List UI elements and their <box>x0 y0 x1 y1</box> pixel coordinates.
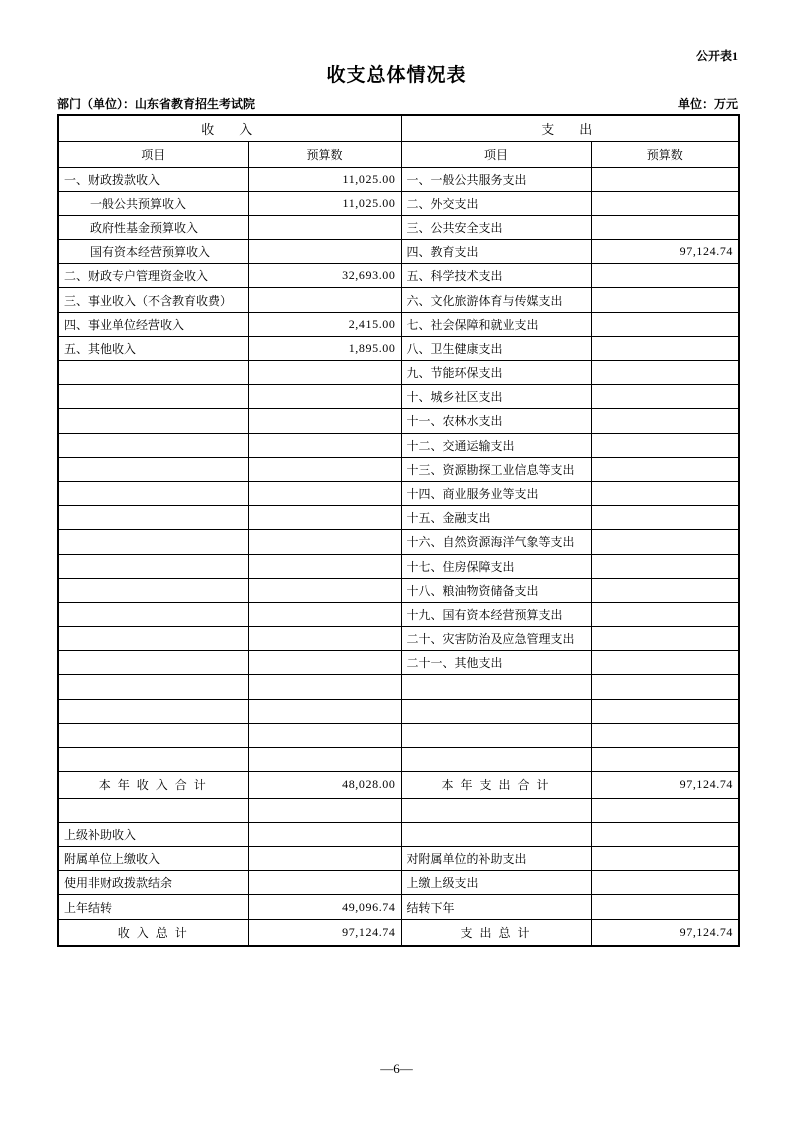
expense-budget-cell <box>591 675 739 699</box>
income-budget-cell <box>248 457 401 481</box>
income-item-cell <box>58 385 248 409</box>
table-row <box>58 530 739 554</box>
income-item-cell <box>58 457 248 481</box>
income-budget-cell: 11,025.00 <box>248 167 401 191</box>
expense-item-cell: 上缴上级支出 <box>401 871 591 895</box>
expense-budget-cell <box>591 312 739 336</box>
expense-budget-cell <box>591 871 739 895</box>
table-row <box>58 772 739 799</box>
expense-budget-cell <box>591 409 739 433</box>
income-budget-cell <box>248 602 401 626</box>
table-row <box>58 723 739 747</box>
expense-item-cell: 十七、住房保障支出 <box>401 554 591 578</box>
expense-budget-cell <box>591 578 739 602</box>
table-row <box>58 312 739 336</box>
table-row <box>58 215 739 239</box>
expense-budget-cell <box>591 651 739 675</box>
table-row <box>58 191 739 215</box>
table-row <box>58 457 739 481</box>
table-row <box>58 895 739 919</box>
table-row <box>58 336 739 360</box>
table-row <box>58 240 739 264</box>
expense-budget-column-header: 预算数 <box>591 141 739 167</box>
expense-item-cell <box>401 699 591 723</box>
expense-item-cell: 二十一、其他支出 <box>401 651 591 675</box>
expense-budget-cell <box>591 191 739 215</box>
income-item-cell <box>58 530 248 554</box>
page-title: 收支总体情况表 <box>326 65 467 86</box>
expense-budget-cell <box>591 602 739 626</box>
expense-budget-cell <box>591 554 739 578</box>
expense-item-cell: 六、文化旅游体育与传媒支出 <box>401 288 591 312</box>
table-row <box>58 433 739 457</box>
expense-item-cell: 十六、自然资源海洋气象等支出 <box>401 530 591 554</box>
income-budget-cell <box>248 554 401 578</box>
expense-budget-cell <box>591 895 739 919</box>
income-item-cell <box>58 578 248 602</box>
expense-item-cell: 十八、粮油物资储备支出 <box>401 578 591 602</box>
expense-budget-cell: 97,124.74 <box>591 919 739 946</box>
income-budget-cell <box>248 433 401 457</box>
table-row <box>58 481 739 505</box>
income-budget-cell <box>248 385 401 409</box>
expense-budget-cell <box>591 433 739 457</box>
expense-budget-cell <box>591 627 739 651</box>
expense-section-header: 支 出 <box>401 115 739 141</box>
expense-item-cell: 支 出 总 计 <box>401 919 591 946</box>
income-budget-cell <box>248 798 401 822</box>
income-item-cell <box>58 361 248 385</box>
income-item-cell <box>58 506 248 530</box>
expense-budget-cell <box>591 847 739 871</box>
income-item-cell: 国有资本经营预算收入 <box>58 240 248 264</box>
table-row <box>58 919 739 946</box>
income-budget-cell <box>248 723 401 747</box>
expense-item-cell: 十三、资源勘探工业信息等支出 <box>401 457 591 481</box>
income-item-cell: 上年结转 <box>58 895 248 919</box>
expense-item-cell <box>401 675 591 699</box>
expense-item-cell <box>401 822 591 846</box>
expense-budget-cell <box>591 481 739 505</box>
income-budget-column-header: 预算数 <box>248 141 401 167</box>
income-budget-cell <box>248 215 401 239</box>
income-item-cell: 四、事业单位经营收入 <box>58 312 248 336</box>
expense-item-cell: 二十、灾害防治及应急管理支出 <box>401 627 591 651</box>
expense-budget-cell <box>591 748 739 772</box>
table-row <box>58 822 739 846</box>
income-budget-cell: 1,895.00 <box>248 336 401 360</box>
table-row <box>58 798 739 822</box>
table-row <box>58 167 739 191</box>
income-budget-cell <box>248 530 401 554</box>
income-budget-cell: 48,028.00 <box>248 772 401 799</box>
expense-item-cell: 九、节能环保支出 <box>401 361 591 385</box>
income-budget-cell <box>248 822 401 846</box>
table-row <box>58 554 739 578</box>
expense-budget-cell <box>591 264 739 288</box>
expense-budget-cell <box>591 822 739 846</box>
expense-item-cell: 十五、金融支出 <box>401 506 591 530</box>
expense-item-cell: 本 年 支 出 合 计 <box>401 772 591 799</box>
income-budget-cell <box>248 506 401 530</box>
expense-budget-cell: 97,124.74 <box>591 772 739 799</box>
income-item-cell: 三、事业收入（不含教育收费） <box>58 288 248 312</box>
income-section-header: 收 入 <box>58 115 401 141</box>
expense-budget-cell <box>591 215 739 239</box>
table-row <box>58 699 739 723</box>
expense-item-cell: 十九、国有资本经营预算支出 <box>401 602 591 626</box>
meta-row <box>57 95 738 112</box>
expense-item-column-header: 项目 <box>401 141 591 167</box>
income-budget-cell <box>248 651 401 675</box>
income-budget-cell <box>248 240 401 264</box>
table-row <box>58 627 739 651</box>
table-row <box>58 578 739 602</box>
income-item-cell <box>58 748 248 772</box>
expense-budget-cell <box>591 530 739 554</box>
table-row <box>58 675 739 699</box>
expense-item-cell: 三、公共安全支出 <box>401 215 591 239</box>
expense-budget-cell <box>591 288 739 312</box>
income-item-cell <box>58 699 248 723</box>
expense-budget-cell <box>591 457 739 481</box>
expense-item-cell <box>401 798 591 822</box>
expense-item-cell: 结转下年 <box>401 895 591 919</box>
column-header-row <box>58 141 739 167</box>
budget-table <box>57 114 740 947</box>
income-item-column-header: 项目 <box>58 141 248 167</box>
income-item-cell <box>58 723 248 747</box>
income-item-cell <box>58 798 248 822</box>
income-budget-cell <box>248 699 401 723</box>
table-row <box>58 361 739 385</box>
income-item-cell: 附属单位上缴收入 <box>58 847 248 871</box>
income-item-cell <box>58 433 248 457</box>
income-item-cell <box>58 554 248 578</box>
expense-budget-cell <box>591 167 739 191</box>
income-budget-cell: 32,693.00 <box>248 264 401 288</box>
income-item-cell <box>58 409 248 433</box>
expense-budget-cell <box>591 798 739 822</box>
income-budget-cell <box>248 578 401 602</box>
expense-item-cell: 四、教育支出 <box>401 240 591 264</box>
public-table-tag: 公开表1 <box>695 49 738 63</box>
table-row <box>58 385 739 409</box>
expense-budget-cell <box>591 385 739 409</box>
expense-budget-cell <box>591 361 739 385</box>
unit-label: 单位：万元 <box>677 97 738 111</box>
expense-budget-cell <box>591 699 739 723</box>
income-item-cell <box>58 481 248 505</box>
expense-item-cell: 二、外交支出 <box>401 191 591 215</box>
income-budget-cell <box>248 871 401 895</box>
expense-item-cell: 十二、交通运输支出 <box>401 433 591 457</box>
income-budget-cell <box>248 409 401 433</box>
income-item-cell: 政府性基金预算收入 <box>58 215 248 239</box>
table-row <box>58 602 739 626</box>
table-row <box>58 651 739 675</box>
budget-table-rows <box>58 167 739 946</box>
table-row <box>58 748 739 772</box>
income-item-cell: 二、财政专户管理资金收入 <box>58 264 248 288</box>
income-budget-cell <box>248 748 401 772</box>
expense-item-cell: 七、社会保障和就业支出 <box>401 312 591 336</box>
income-budget-cell <box>248 288 401 312</box>
income-item-cell <box>58 651 248 675</box>
page-number: —6— <box>380 1061 413 1076</box>
income-item-cell <box>58 675 248 699</box>
income-item-cell: 使用非财政拨款结余 <box>58 871 248 895</box>
expense-item-cell: 八、卫生健康支出 <box>401 336 591 360</box>
income-item-cell: 五、其他收入 <box>58 336 248 360</box>
income-budget-cell <box>248 481 401 505</box>
expense-item-cell: 对附属单位的补助支出 <box>401 847 591 871</box>
expense-budget-cell <box>591 723 739 747</box>
income-item-cell: 一般公共预算收入 <box>58 191 248 215</box>
income-item-cell: 一、财政拨款收入 <box>58 167 248 191</box>
table-row <box>58 847 739 871</box>
income-budget-cell: 97,124.74 <box>248 919 401 946</box>
income-budget-cell: 11,025.00 <box>248 191 401 215</box>
table-row <box>58 871 739 895</box>
income-item-cell: 本 年 收 入 合 计 <box>58 772 248 799</box>
expense-budget-cell <box>591 336 739 360</box>
income-budget-cell: 49,096.74 <box>248 895 401 919</box>
expense-item-cell: 十四、商业服务业等支出 <box>401 481 591 505</box>
income-budget-cell <box>248 627 401 651</box>
income-item-cell: 收 入 总 计 <box>58 919 248 946</box>
table-row <box>58 288 739 312</box>
income-item-cell <box>58 627 248 651</box>
expense-item-cell <box>401 723 591 747</box>
expense-item-cell: 十一、农林水支出 <box>401 409 591 433</box>
expense-budget-cell: 97,124.74 <box>591 240 739 264</box>
income-item-cell <box>58 602 248 626</box>
income-budget-cell <box>248 675 401 699</box>
expense-item-cell: 十、城乡社区支出 <box>401 385 591 409</box>
income-budget-cell <box>248 361 401 385</box>
income-item-cell: 上级补助收入 <box>58 822 248 846</box>
section-header-row <box>58 115 739 141</box>
table-row <box>58 506 739 530</box>
department-label: 部门（单位）：山东省教育招生考试院 <box>57 97 256 111</box>
expense-item-cell <box>401 748 591 772</box>
income-budget-cell: 2,415.00 <box>248 312 401 336</box>
table-row <box>58 409 739 433</box>
expense-budget-cell <box>591 506 739 530</box>
income-budget-cell <box>248 847 401 871</box>
table-row <box>58 264 739 288</box>
expense-item-cell: 一、一般公共服务支出 <box>401 167 591 191</box>
expense-item-cell: 五、科学技术支出 <box>401 264 591 288</box>
